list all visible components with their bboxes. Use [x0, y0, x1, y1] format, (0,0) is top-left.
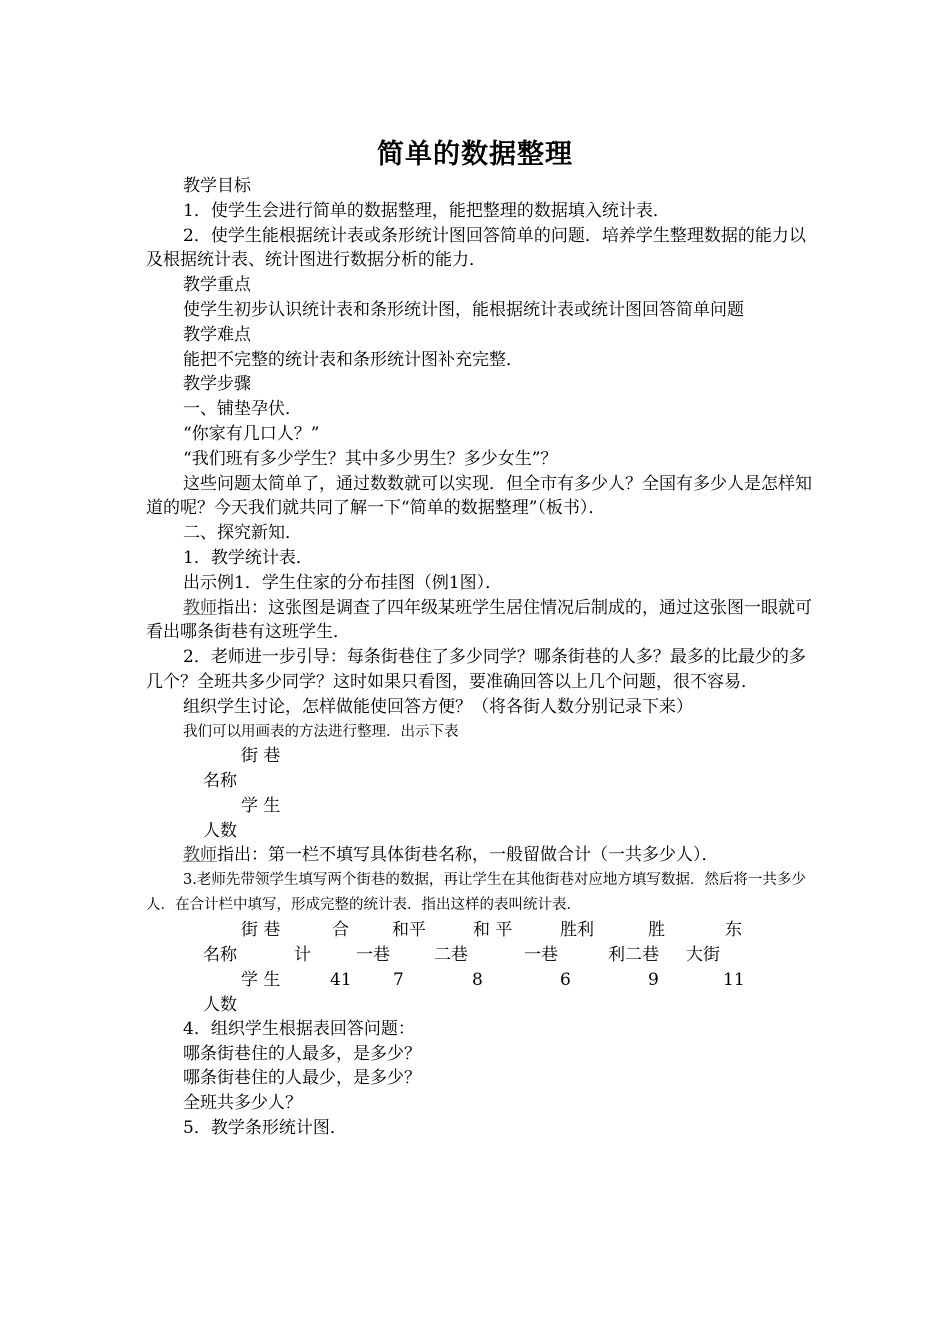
table2-heping2-a: 和 平	[473, 919, 513, 940]
table2-value-shengli1: 6	[560, 969, 571, 990]
ask-1: 哪条街巷住的人最多，是多少？	[183, 1043, 421, 1064]
table1-student-label: 学 生	[241, 796, 281, 817]
table2-shengli2-b: 利二巷	[608, 944, 659, 965]
step1-heading: 一、铺垫孕伏．	[183, 399, 302, 420]
teacher-point-1-text: 指出：这张图是调查了四年级某班学生居住情况后制成的，通过这张图一眼就可看出哪条街巷有这班学生．	[146, 597, 812, 643]
teacher-point-2-text: 指出：第一栏不填写具体街巷名称，一般留做合计（一共多少人）．	[217, 845, 719, 866]
objective-1: 1．使学生会进行简单的数据整理，能把整理的数据填入统计表．	[183, 200, 670, 221]
table2-value-heping1: 7	[393, 969, 404, 990]
table2-shengli1-b: 一巷	[524, 944, 558, 965]
table2-street-label: 街 巷	[241, 919, 281, 940]
table2-total-header-a: 合	[332, 919, 349, 940]
table2-count-label: 人数	[203, 994, 237, 1015]
table2-name-label: 名称	[203, 944, 237, 965]
objective-2: 2．使学生能根据统计表或条形统计图回答简单的问题．培养学生整理数据的能力以及根据统计表、统计图进行数据分析的能力．	[146, 225, 806, 271]
show-example: 出示例1．学生住家的分布挂图（例1图）．	[183, 572, 503, 593]
item-3: 3.老师先带领学生填写两个街巷的数据，再让学生在其他街巷对应地方填写数据．然后将一共多少人．在合计栏中填写，形成完整的统计表．指出这样的表叫统计表．	[146, 872, 806, 913]
table1-name-label: 名称	[203, 771, 237, 792]
table2-heping1-b: 一巷	[356, 944, 390, 965]
teacher-point-1	[146, 596, 816, 646]
page-title: 简单的数据整理	[377, 139, 573, 170]
objective-heading: 教学目标	[183, 176, 251, 196]
table2-value-dongdajie: 11	[723, 969, 745, 990]
teacher-point-2	[146, 843, 816, 868]
item-1: 1．教学统计表．	[183, 547, 313, 568]
teacher-term: 教师	[183, 597, 217, 618]
difficulty-heading: 教学难点	[183, 324, 251, 345]
item-4: 4．组织学生根据表回答问题：	[183, 1018, 415, 1039]
table2-heping2-b: 二巷	[434, 944, 468, 965]
teacher-term: 教师	[183, 845, 217, 866]
table2-dongdajie-a: 东	[725, 919, 742, 940]
intro-paragraph: 这些问题太简单了，通过数数就可以实现．但全市有多少人？全国有多少人是怎样知道的呢？今天我们就共同了解一下“简单的数据整理”（板书）．	[146, 473, 812, 519]
document-body	[146, 174, 816, 1141]
item-5: 5．教学条形统计图．	[183, 1117, 347, 1138]
table2-value-shengli2: 9	[648, 969, 659, 990]
table2-heping1-a: 和平	[392, 919, 426, 940]
table1-street-label: 街 巷	[241, 746, 281, 767]
item-2: 2．老师进一步引导：每条街巷住了多少同学？哪条街巷的人多？最多的比最少的多几个？全班共多少同学？这时如果只看图，要准确回答以上几个问题，很不容易．	[146, 647, 806, 692]
table2-shengli1-a: 胜利	[560, 919, 594, 940]
table-method: 我们可以用画表的方法进行整理．出示下表	[183, 723, 459, 740]
focus-heading: 教学重点	[183, 275, 251, 296]
table1-count-label: 人数	[203, 821, 237, 842]
steps-heading: 教学步骤	[183, 374, 251, 395]
table2-value-total: 41	[330, 969, 352, 990]
ask-2: 哪条街巷住的人最少，是多少？	[183, 1068, 421, 1089]
table2-dongdajie-b: 大街	[686, 944, 720, 965]
difficulty-text: 能把不完整的统计表和条形统计图补充完整．	[183, 349, 523, 370]
blank-statistics-table	[146, 744, 816, 843]
table2-shengli2-a: 胜	[648, 919, 665, 940]
discussion: 组织学生讨论，怎样做能使回答方便？（将各街人数分别记录下来）	[183, 696, 693, 717]
focus-text: 使学生初步认识统计表和条形统计图，能根据统计表或统计图回答简单问题	[183, 299, 744, 320]
question-2: “我们班有多少学生？其中多少男生？多少女生”？	[183, 448, 558, 469]
table2-value-heping2: 8	[472, 969, 483, 990]
table2-student-label: 学 生	[241, 969, 281, 990]
table2-total-header-b: 计	[294, 944, 311, 965]
question-1: “你家有几口人？”	[183, 423, 320, 444]
statistics-table	[146, 918, 816, 1017]
step2-heading: 二、探究新知．	[183, 523, 302, 544]
ask-3: 全班共多少人？	[183, 1093, 302, 1114]
